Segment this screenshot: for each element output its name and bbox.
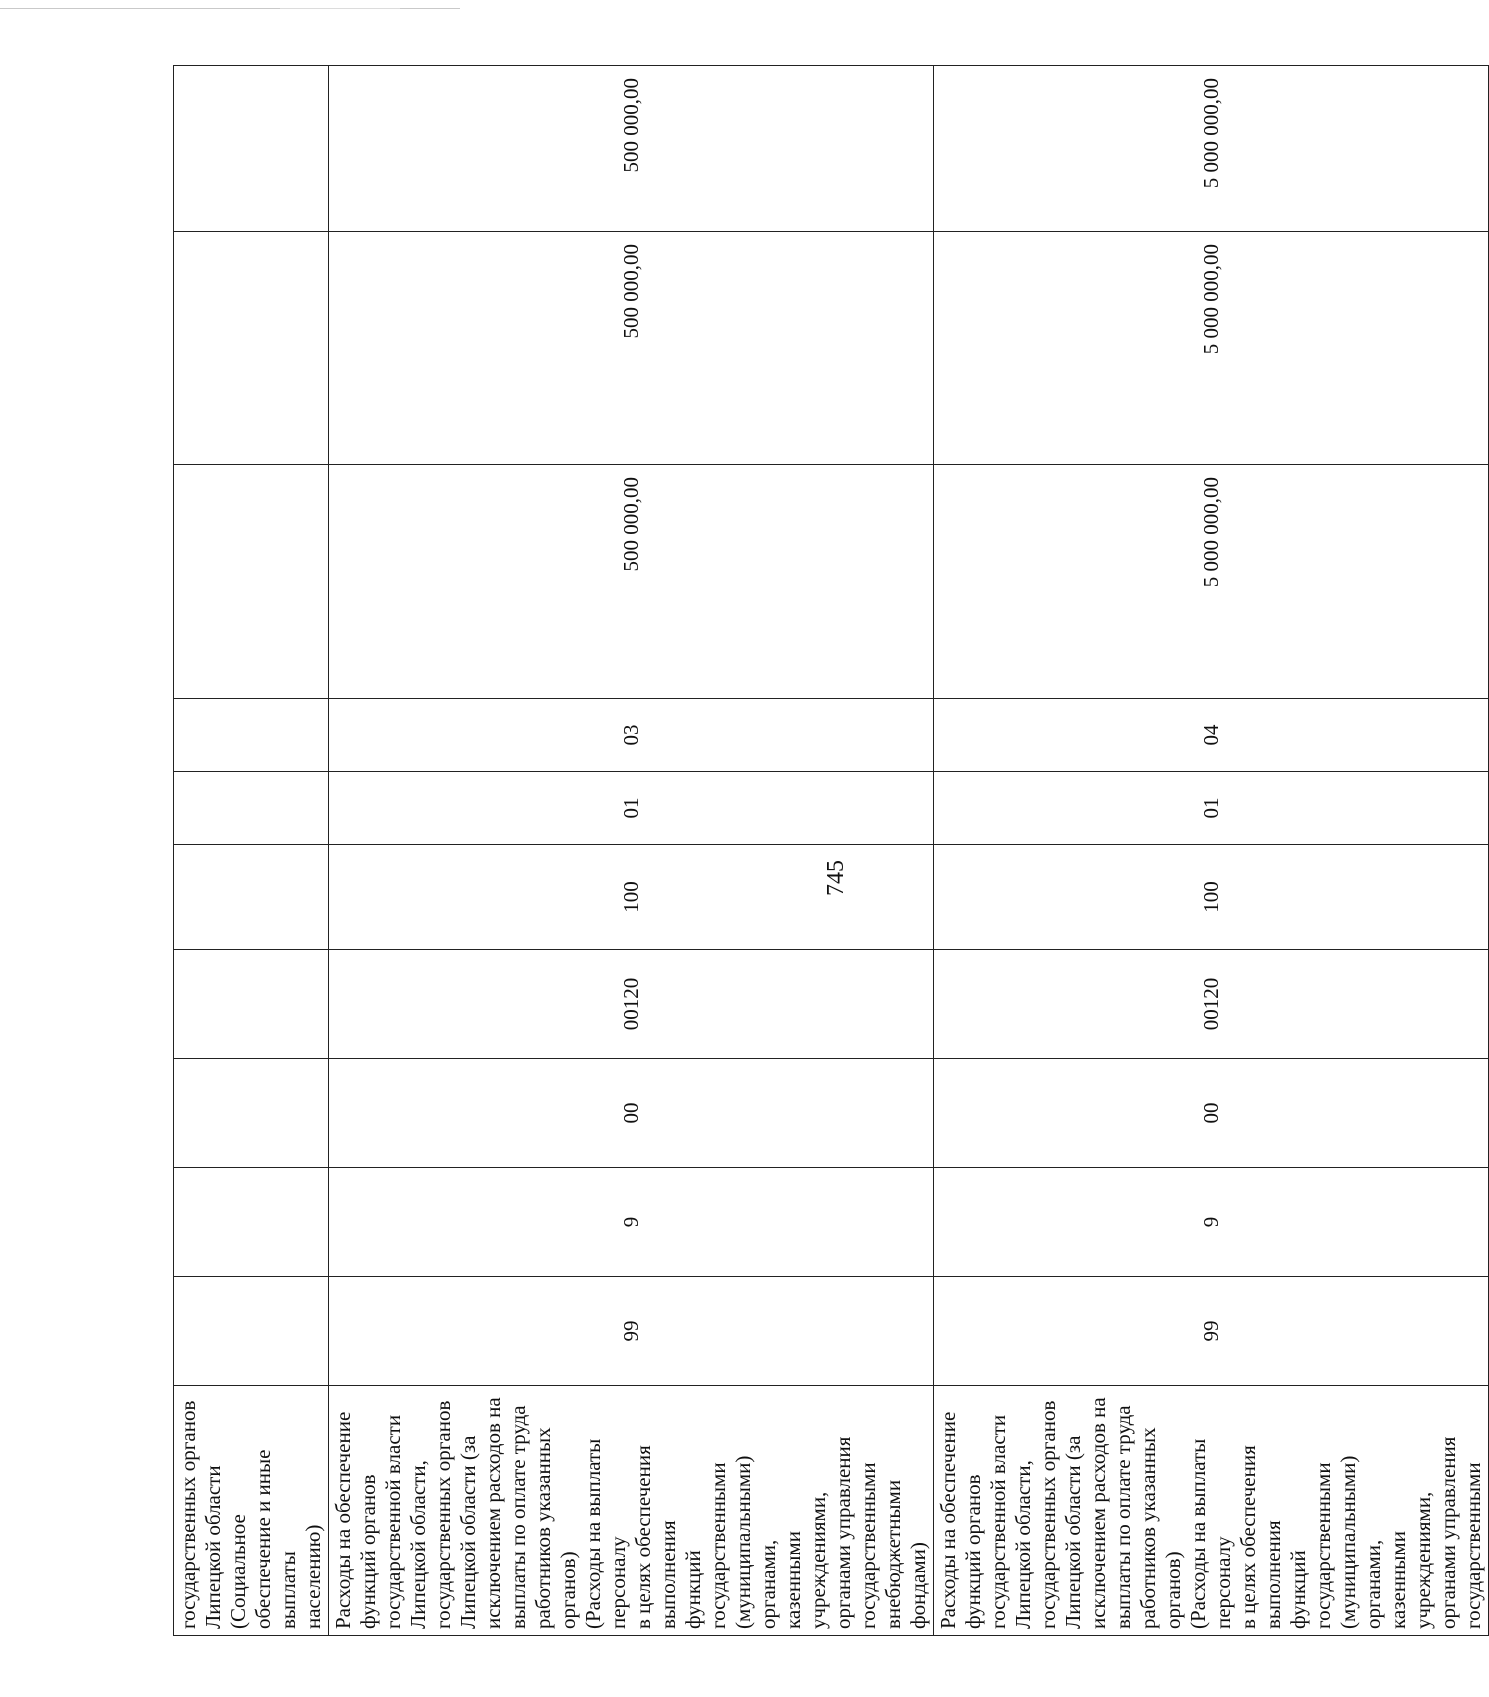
cell-amount-year1 xyxy=(174,465,329,699)
cell-amount-year1: 500 000,00 xyxy=(329,465,934,699)
row-description: Расходы на обеспечение функций органов государственной власти Липецкой области, государственных органов Липецкой области (за исключением расходов на выплаты по оплате труда работников указанных органов) (Расходы на выплаты персоналу в целях обеспечения выполнения функций государственными (муниципальными) органами, казенными учреждениями, органами управления государственными xyxy=(934,1386,1489,1636)
cell-main-event: 00 xyxy=(329,1059,934,1168)
cell-expense-type: 100 xyxy=(329,845,934,950)
row-description: Расходы на обеспечение функций органов государственной власти Липецкой области, государственных органов Липецкой области (за исключением расходов на выплаты по оплате труда работников указанных органов) (Расходы на выплаты персоналу в целях обеспечения выполнения функций государственными (муниципальными) органами, казенными учреждениями, органами управления государственными внебюджетными фондами) xyxy=(329,1386,934,1636)
cell-main-event xyxy=(174,1059,329,1168)
cell-subsection: 04 xyxy=(934,699,1489,772)
row-description: государственных органов Липецкой области (Социальное обеспечение и иные выплаты населению) xyxy=(174,1386,329,1636)
cell-amount-year3 xyxy=(174,66,329,232)
cell-subprogram xyxy=(174,1168,329,1277)
scan-artifact-line xyxy=(280,8,400,9)
cell-section xyxy=(174,772,329,845)
budget-table xyxy=(173,65,1489,1636)
cell-expense-type: 100 xyxy=(934,845,1489,950)
cell-program: 99 xyxy=(934,1277,1489,1386)
cell-expense-type xyxy=(174,845,329,950)
cell-amount-year2 xyxy=(174,232,329,465)
table-row xyxy=(329,66,934,1636)
cell-section: 01 xyxy=(934,772,1489,845)
cell-direction xyxy=(174,950,329,1059)
cell-direction: 00120 xyxy=(329,950,934,1059)
table-row xyxy=(174,66,329,1636)
cell-section: 01 xyxy=(329,772,934,845)
cell-program: 99 xyxy=(329,1277,934,1386)
cell-direction: 00120 xyxy=(934,950,1489,1059)
cell-subprogram: 9 xyxy=(934,1168,1489,1277)
cell-subprogram: 9 xyxy=(329,1168,934,1277)
cell-amount-year2: 5 000 000,00 xyxy=(934,232,1489,465)
cell-amount-year1: 5 000 000,00 xyxy=(934,465,1489,699)
cell-subsection: 03 xyxy=(329,699,934,772)
cell-main-event: 00 xyxy=(934,1059,1489,1168)
table-row xyxy=(934,66,1489,1636)
budget-table-rotated xyxy=(173,66,1485,1636)
cell-subsection xyxy=(174,699,329,772)
cell-amount-year3: 5 000 000,00 xyxy=(934,66,1489,232)
cell-amount-year2: 500 000,00 xyxy=(329,232,934,465)
cell-program xyxy=(174,1277,329,1386)
cell-amount-year3: 500 000,00 xyxy=(329,66,934,232)
page-number: 745 xyxy=(823,860,849,896)
